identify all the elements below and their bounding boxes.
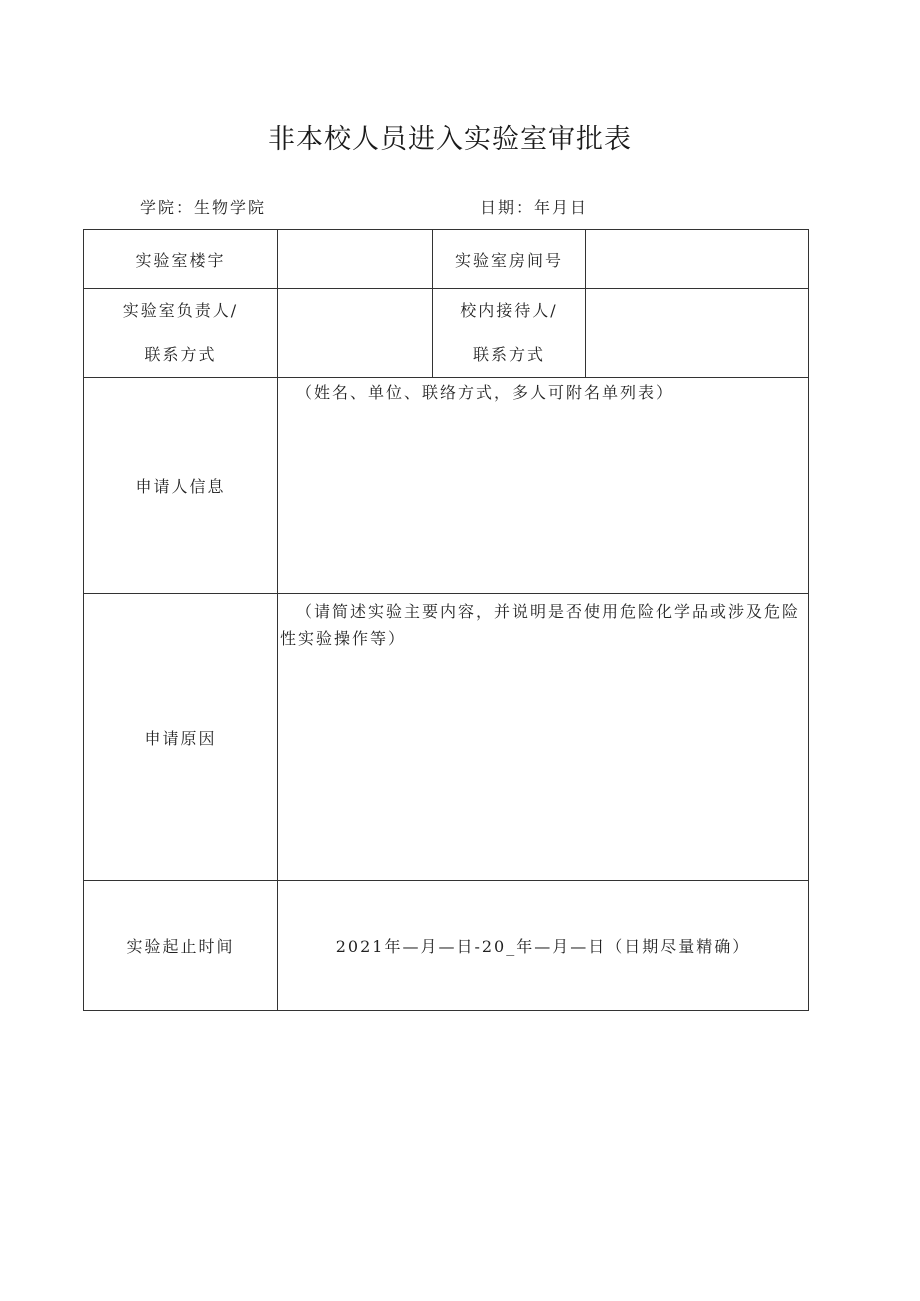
- lab-head-value-cell[interactable]: [278, 289, 433, 378]
- approval-form-table: [83, 229, 809, 1011]
- room-label: 实验室房间号: [433, 230, 586, 289]
- date-field: 日期：年月日: [480, 198, 589, 217]
- room-value-cell[interactable]: [586, 230, 809, 289]
- college-field: 学院：生物学院: [140, 198, 267, 217]
- lab-head-label-line2: 联系方式: [144, 345, 217, 364]
- table-row: [84, 881, 809, 1011]
- period-label: 实验起止时间: [84, 881, 278, 1011]
- applicant-hint: （姓名、单位、联络方式，多人可附名单列表）: [296, 383, 675, 402]
- period-value[interactable]: 2021年—月—日-20_年—月—日（日期尽量精确）: [278, 881, 809, 1011]
- building-value-cell[interactable]: [278, 230, 433, 289]
- receiver-label-line1: 校内接待人/: [460, 301, 558, 320]
- receiver-label-line2: 联系方式: [472, 345, 545, 364]
- reason-hint: （请简述实验主要内容，并说明是否使用危险化学品或涉及危险性实验操作等）: [280, 602, 801, 648]
- table-row: [84, 230, 809, 289]
- reason-label: 申请原因: [84, 594, 278, 881]
- table-row: [84, 378, 809, 594]
- table-row: [84, 289, 809, 378]
- lab-head-label: [84, 289, 278, 378]
- applicant-info-cell[interactable]: [278, 378, 809, 594]
- lab-head-label-line1: 实验室负责人/: [122, 301, 239, 320]
- receiver-value-cell[interactable]: [586, 289, 809, 378]
- reason-cell[interactable]: [278, 594, 809, 881]
- receiver-label: [433, 289, 586, 378]
- table-row: [84, 594, 809, 881]
- applicant-label: 申请人信息: [84, 378, 278, 594]
- page-title: 非本校人员进入实验室审批表: [268, 124, 632, 155]
- building-label: 实验室楼宇: [84, 230, 278, 289]
